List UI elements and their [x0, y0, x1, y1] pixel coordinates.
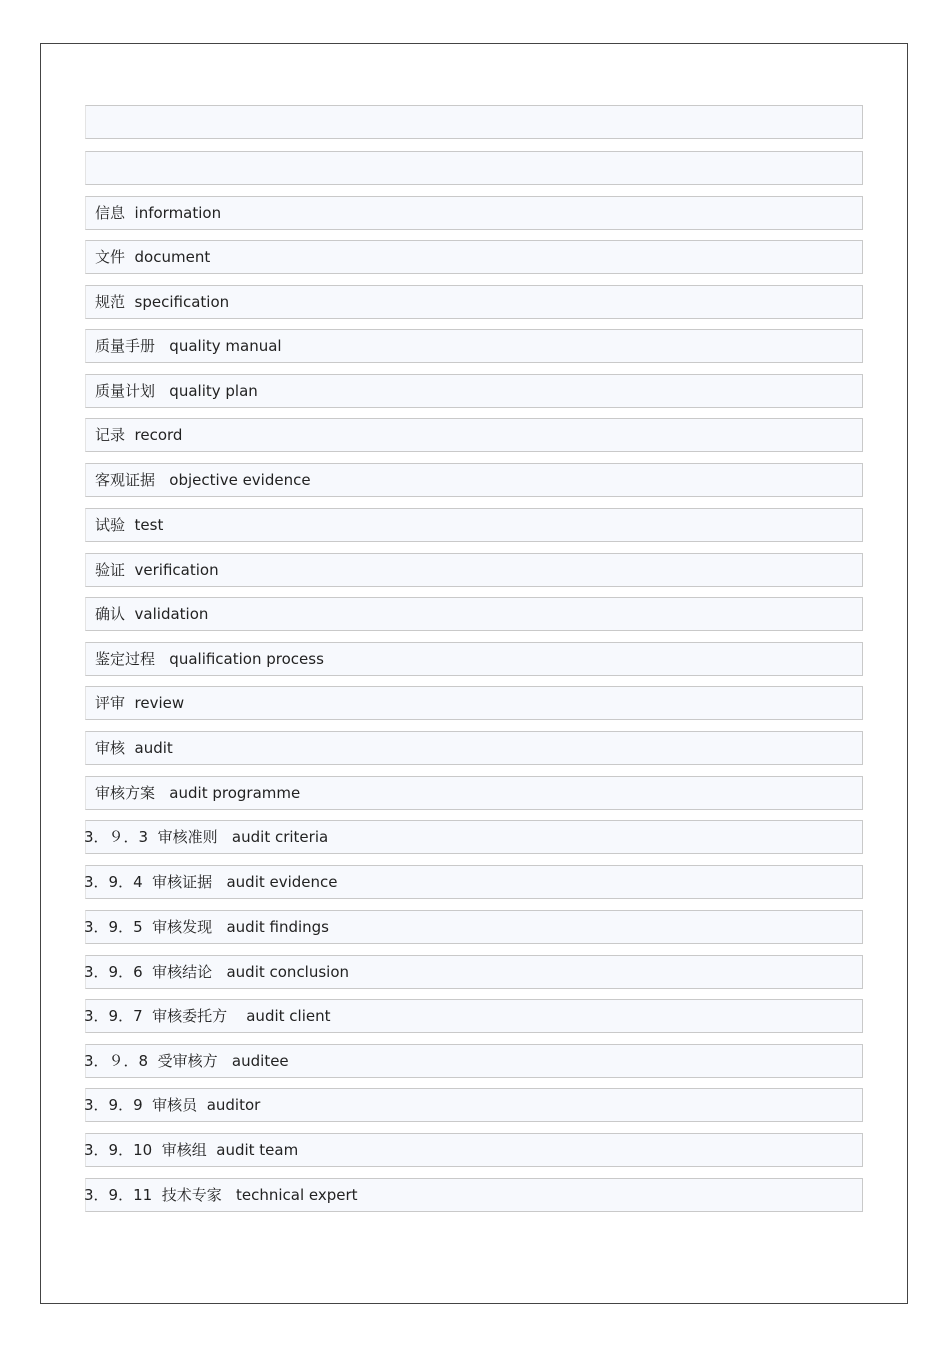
list-item: [85, 553, 863, 587]
term-text: 记录 record: [95, 426, 183, 444]
list-item: [85, 820, 863, 854]
list-item: [85, 329, 863, 363]
term-text: 3．9．4 审核证据 audit evidence: [84, 873, 338, 891]
term-text: 3．９．8 受审核方 auditee: [84, 1052, 289, 1070]
term-text: 3．９．3 审核准则 audit criteria: [84, 828, 329, 846]
term-text: 试验 test: [95, 516, 164, 534]
list-item: [85, 463, 863, 497]
list-item: [85, 374, 863, 408]
term-text: 质量手册 quality manual: [95, 337, 282, 355]
list-item: [85, 910, 863, 944]
list-item: [85, 597, 863, 631]
term-text: 确认 validation: [95, 605, 209, 623]
term-text: 质量计划 quality plan: [95, 382, 258, 400]
term-text: 规范 specification: [95, 293, 230, 311]
list-item: [85, 642, 863, 676]
list-item: [85, 1044, 863, 1078]
list-item: [85, 1133, 863, 1167]
list-item: [85, 865, 863, 899]
term-text: 3．9．10 审核组 audit team: [84, 1141, 299, 1159]
list-item: [85, 955, 863, 989]
term-text: 审核 audit: [95, 739, 173, 757]
list-item: [85, 240, 863, 274]
list-item: [85, 508, 863, 542]
list-item: [85, 151, 863, 185]
term-text: 验证 verification: [95, 561, 219, 579]
term-text: 审核方案 audit programme: [95, 784, 301, 802]
list-item: [85, 731, 863, 765]
term-text: 文件 document: [95, 248, 211, 266]
list-item: [85, 105, 863, 139]
term-text: 3．9．6 审核结论 audit conclusion: [84, 963, 350, 981]
list-item: [85, 999, 863, 1033]
list-item: [85, 686, 863, 720]
term-text: 3．9．5 审核发现 audit findings: [84, 918, 329, 936]
list-item: [85, 285, 863, 319]
term-text: 鉴定过程 qualification process: [95, 650, 324, 668]
list-item: [85, 1178, 863, 1212]
term-text: 信息 information: [95, 204, 222, 222]
term-text: 3．9．9 审核员 auditor: [84, 1096, 261, 1114]
term-text: 3．9．11 技术专家 technical expert: [84, 1186, 358, 1204]
term-text: 评审 review: [95, 694, 185, 712]
term-text: 3．9．7 审核委托方 audit client: [84, 1007, 331, 1025]
list-item: [85, 1088, 863, 1122]
term-text: 客观证据 objective evidence: [95, 471, 311, 489]
list-item: [85, 418, 863, 452]
list-item: [85, 196, 863, 230]
list-item: [85, 776, 863, 810]
